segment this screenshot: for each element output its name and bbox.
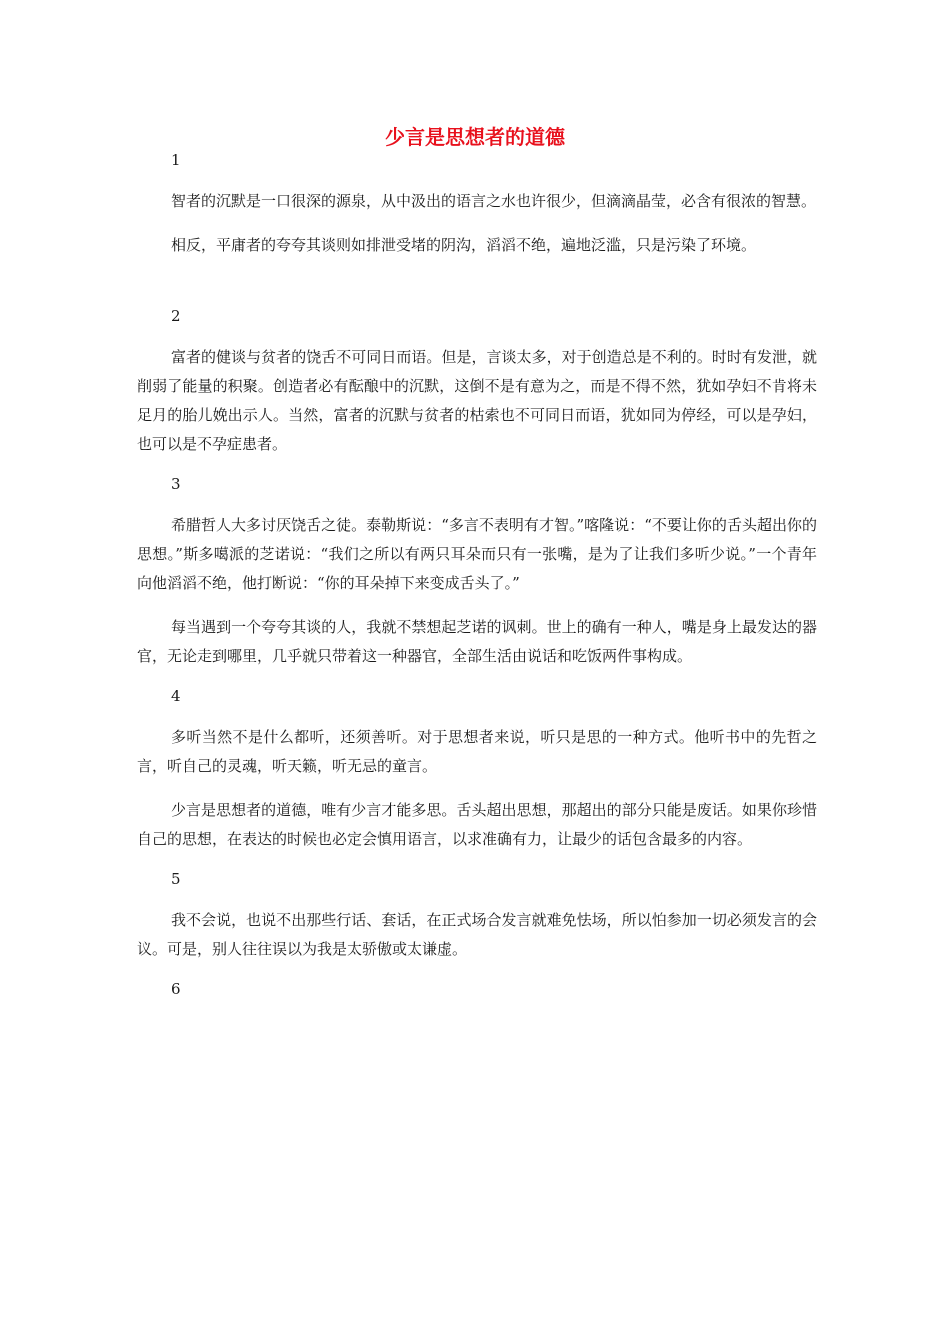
paragraph: 我不会说，也说不出那些行话、套话，在正式场合发言就难免怯场，所以怕参加一切必须发言的会议。可是，别人往往误以为我是太骄傲或太谦虚。	[137, 911, 817, 958]
paragraph: 相反，平庸者的夸夸其谈则如排泄受堵的阴沟，滔滔不绝，遍地泛滥，只是污染了环境。	[171, 236, 757, 254]
paragraph: 少言是思想者的道德，唯有少言才能多思。舌头超出思想，那超出的部分只能是废话。如果你珍惜自己的思想，在表达的时候也必定会慎用语言，以求准确有力，让最少的话包含最多的内容。	[137, 801, 817, 848]
section-number: 3	[171, 475, 181, 493]
section-number: 2	[171, 307, 181, 325]
paragraph: 希腊哲人大多讨厌饶舌之徒。泰勒斯说：“多言不表明有才智。”喀隆说：“不要让你的舌头超出你的思想。”斯多噶派的芝诺说：“我们之所以有两只耳朵而只有一张嘴，是为了让我们多听少说。”一个青年向他滔滔不绝，他打断说：“你的耳朵掉下来变成舌头了。”	[137, 516, 817, 592]
paragraph: 智者的沉默是一口很深的源泉，从中汲出的语言之水也许很少，但滴滴晶莹，必含有很浓的智慧。	[171, 192, 817, 210]
section-number: 6	[171, 980, 181, 998]
section-number: 1	[171, 151, 181, 169]
page-title: 少言是思想者的道德	[385, 125, 565, 149]
document-body	[137, 150, 817, 999]
paragraph: 富者的健谈与贫者的饶舌不可同日而语。但是，言谈太多，对于创造总是不利的。时时有发泄，就削弱了能量的积聚。创造者必有酝酿中的沉默，这倒不是有意为之，而是不得不然，犹如孕妇不肯将未足月的胎儿娩出示人。当然，富者的沉默与贫者的枯索也不可同日而语，犹如同为停经，可以是孕妇，也可以是不孕症患者。	[137, 348, 817, 453]
paragraph: 每当遇到一个夸夸其谈的人，我就不禁想起芝诺的讽刺。世上的确有一种人，嘴是身上最发达的器官，无论走到哪里，几乎就只带着这一种器官，全部生活由说话和吃饭两件事构成。	[137, 618, 817, 665]
section-number: 5	[171, 870, 181, 888]
section-number: 4	[171, 687, 181, 705]
paragraph: 多听当然不是什么都听，还须善听。对于思想者来说，听只是思的一种方式。他听书中的先哲之言，听自己的灵魂，听天籁，听无忌的童言。	[137, 728, 817, 775]
